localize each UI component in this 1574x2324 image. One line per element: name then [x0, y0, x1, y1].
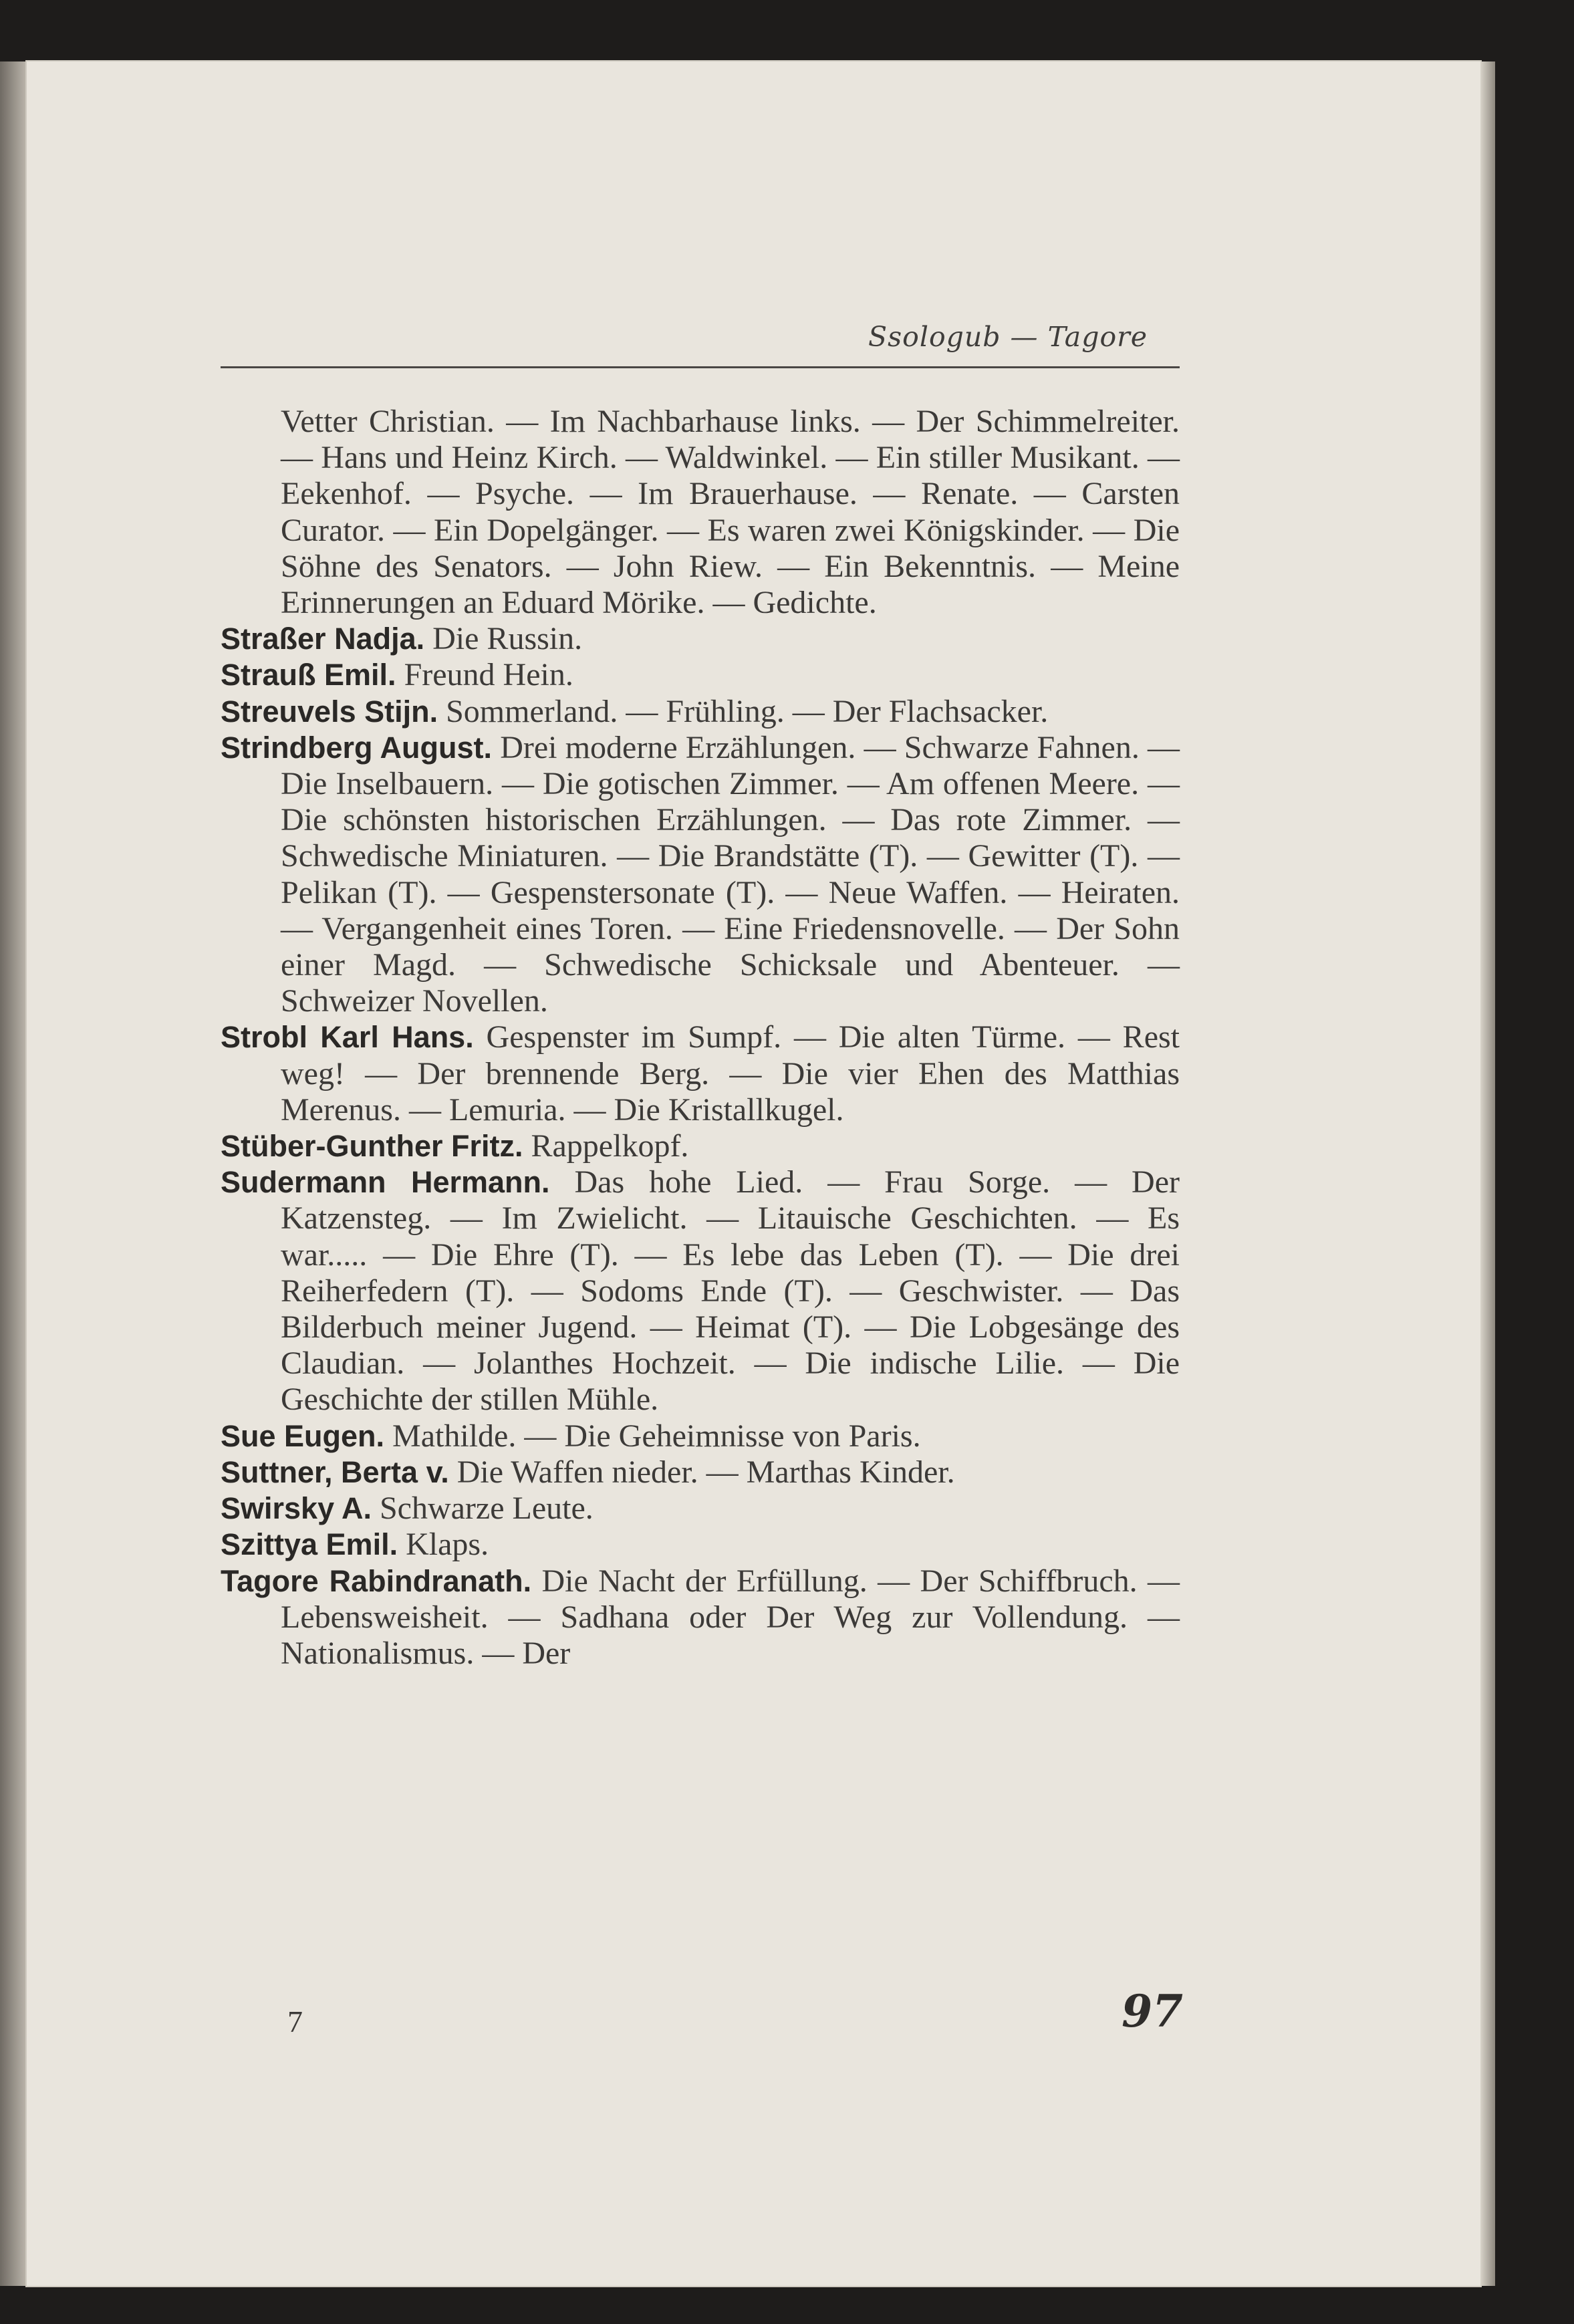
entry-works: Die Waffen nieder. — Marthas Kinder. [456, 1454, 955, 1490]
entry-author: Strindberg August. [221, 730, 493, 765]
entry-works: Vetter Christian. — Im Nachbarhause links. — Der Schimmelreiter. — Hans und Heinz Kirch. — Waldwinkel. — Ein stiller Musikant. — Eekenhof. — Psyche. — Im Brauerhause. — Renate. — Carsten Curator. — Ein Dopelgänger. — Es waren zwei Königskinder. — Die Söhne des Senators. — John Riew. — Ein Bekenntnis. — Meine Erinnerungen an Eduard Mörike. — Gedichte. [281, 404, 1180, 621]
index-entry [221, 657, 1180, 693]
entry-works: Das hohe Lied. — Frau Sorge. — Der Katzensteg. — Im Zwielicht. — Litauische Geschichten. — Es war..... — Die Ehre (T). — Es lebe das Leben (T). — Die drei Reiherfedern (T). — Sodoms Ende (T). — Geschwister. — Das Bilderbuch meiner Jugend. — Heimat (T). — Die Lobgesänge des Claudian. — Jolanthes Hochzeit. — Die indische Lilie. — Die Geschichte der stillen Mühle. [281, 1164, 1180, 1418]
entry-author: Streuvels Stijn. [221, 694, 438, 729]
index-entry [221, 1454, 1180, 1491]
index-entry [221, 694, 1180, 730]
entry-works: Drei moderne Erzählungen. — Schwarze Fahnen. — Die Inselbauern. — Die gotischen Zimmer. — Am offenen Meere. — Die schönsten historischen Erzählungen. — Das rote Zimmer. — Schwedische Miniaturen. — Die Brandstätte (T). — Gewitter (T). — Pelikan (T). — Gespenstersonate (T). — Neue Waffen. — Heiraten. — Vergangenheit eines Toren. — Eine Friedensnovelle. — Der Sohn einer Magd. — Schwedische Schicksale und Abenteuer. — Schweizer Novellen. [281, 729, 1180, 1019]
entry-author: Szittya Emil. [221, 1527, 398, 1562]
page-number: 97 [1122, 1985, 1183, 2037]
entry-author: Tagore Rabindranath. [221, 1563, 532, 1598]
entry-works: Mathilde. — Die Geheimnisse von Paris. [392, 1418, 921, 1454]
entry-author: Swirsky A. [221, 1491, 372, 1526]
index-text [221, 404, 1180, 1672]
entry-works: Sommerland. — Frühling. — Der Flachsacker. [446, 693, 1049, 729]
index-entry [221, 1527, 1180, 1563]
index-entry [221, 730, 1180, 1020]
book-spine [0, 61, 27, 2286]
index-entry [221, 1418, 1180, 1454]
index-entry [221, 1128, 1180, 1164]
entry-author: Strobl Karl Hans. [221, 1020, 474, 1055]
entry-works: Gespenster im Sumpf. — Die alten Türme. — Rest weg! — Der brennende Berg. — Die vier Ehen des Matthias Merenus. — Lemuria. — Die Kristallkugel. [281, 1019, 1180, 1128]
index-entry [221, 621, 1180, 657]
index-entry [221, 404, 1180, 621]
entry-works: Die Russin. [432, 621, 583, 657]
entry-author: Straßer Nadja. [221, 622, 425, 656]
signature-mark: 7 [287, 2005, 303, 2039]
entry-works: Schwarze Leute. [379, 1491, 594, 1527]
entry-author: Stüber-Gunther Fritz. [221, 1129, 523, 1164]
header-rule [221, 366, 1180, 368]
entry-works: Freund Hein. [404, 657, 573, 693]
entry-works: Rappelkopf. [531, 1128, 689, 1164]
index-entry [221, 1019, 1180, 1128]
entry-author: Sue Eugen. [221, 1418, 385, 1453]
running-header: Ssologub — Tagore [868, 321, 1148, 353]
page-edge [1480, 61, 1495, 2286]
entry-works: Klaps. [406, 1527, 489, 1563]
entry-works: Die Nacht der Erfüllung. — Der Schiffbruch. — Lebensweisheit. — Sadhana oder Der Weg zur Vollendung. — Nationalismus. — Der [281, 1563, 1180, 1671]
index-entry [221, 1164, 1180, 1418]
entry-author: Sudermann Hermann. [221, 1165, 550, 1200]
entry-author: Strauß Emil. [221, 658, 396, 692]
entry-author: Suttner, Berta v. [221, 1454, 449, 1489]
index-entry [221, 1491, 1180, 1527]
index-entry [221, 1563, 1180, 1672]
